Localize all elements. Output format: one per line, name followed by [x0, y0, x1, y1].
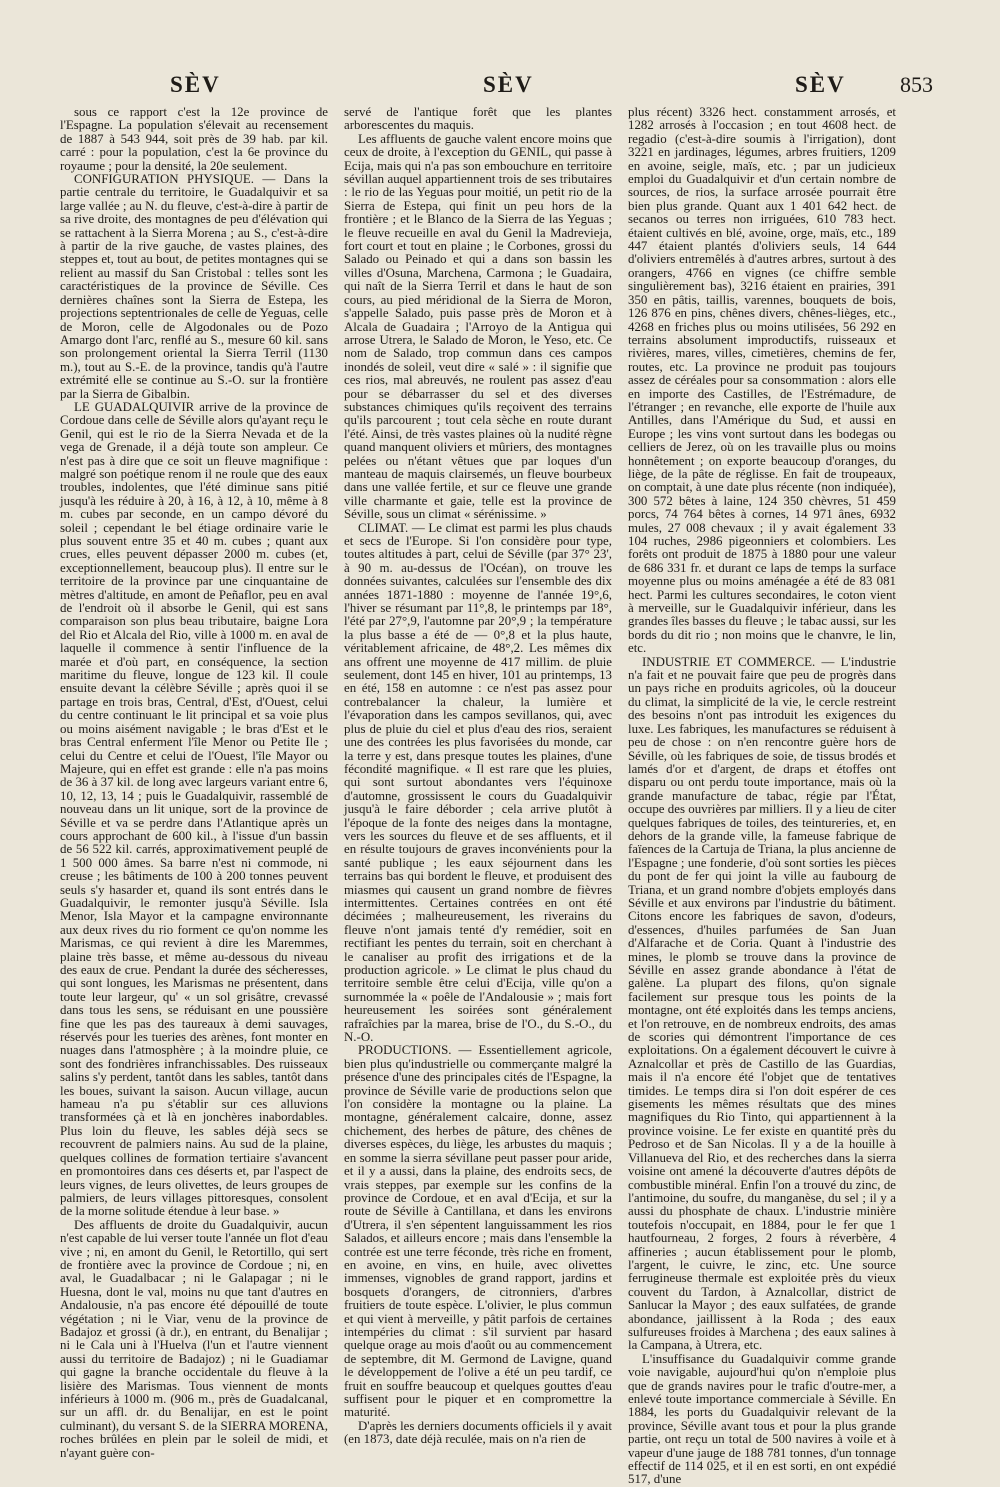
running-head-left: SÈV	[170, 72, 221, 97]
paragraph: Les affluents de gauche valent encore moins que ceux de droite, à l'exception du GENIL, qui passe à Ecija, mais qui n'a pas son embouchure en territoire sévillan auquel appartiennent trois de ses tributaires : le rio de las Yeguas pour moitié, un petit rio de la Sierra de Estepa, qui finit un peu hors de la frontière ; et le Blanco de la Sierra de las Yeguas ; le fleuve recueille en aval du Genil la Madrevieja, fort court et tout en plaine ; le Corbones, grossi du Salado ou Peinado et qui a dans son bassin les villes d'Osuna, Marchena, Carmona ; le Guadaira, qui naît de la Sierra Terril et dans le haut de son cours, au pied méridional de la Sierra de Moron, s'appelle Salado, puis passe près de Moron et à Alcala de Guadaira ; l'Arroyo de la Antigua qui arrose Utrera, le Salado de Moron, le Yeso, etc. Ce nom de Salado, trop commun dans ces campos inondés de soleil, veut dire « salé » : il signifie que ces rios, mal abreuvés, ne roulent pas assez d'eau pour se débarrasser du sel et des diverses substances chimiques qu'ils reçoivent des terrains qu'ils parcourent ; tout cela sèche en route durant l'été. Ainsi, de très vastes plaines où la nudité règne quand manquent oliviers et mûriers, des montagnes pelées ou n'étant vêtues que par loques d'un manteau de maquis clairsemés, un fleuve bourbeux dans une vallée fertile, et sur ce fleuve une grande ville charmante et gaie, telle est la province de Séville, sous un climat « sérénissime. »	[344, 131, 612, 522]
paragraph: CLIMAT. — Le climat est parmi les plus chauds et secs de l'Europe. Si l'on considère pour type, toutes altitudes à part, celui de Séville (par 37° 23', à 90 m. au-dessus de l'Océan), on trouve les données suivantes, calculées sur l'ensemble des dix années 1871-1880 : moyenne de l'année 19°,6, l'hiver se résumant par 11°,8, le printemps par 18°, l'été par 27°,9, l'automne par 20°,9 ; la température la plus basse a été de — 0°,8 et la plus haute, véritablement africaine, de 48°,2. Les mêmes dix ans offrent une moyenne de 417 millim. de pluie seulement, dont 145 en hiver, 101 au printemps, 13 en été, 158 en automne : ce n'est pas assez pour contrebalancer la chaleur, la lumière et l'évaporation dans les campos sevillanos, qui, avec plus de pluie du ciel et plus d'eau des rios, seraient une des contrées les plus favorisées du monde, car la terre y est, dans presque toutes les plaines, d'une fécondité magnifique. « Il est rare que les pluies, qui sont surtout abondantes vers l'équinoxe d'automne, grossissent le cours du Guadalquivir jusqu'à le faire déborder ; cela arrive plutôt à l'époque de la fonte des neiges dans la montagne, vers les sources du fleuve et de ses affluents, et il en résulte toujours de graves inconvénients pour la santé publique ; les eaux séjournent dans les terrains bas qui bordent le fleuve, et produisent des miasmes qui causent un grand nombre de fièvres intermittentes. Certaines contrées en ont été décimées ; malheureusement, les riverains du fleuve n'ont jamais tenté d'y remédier, soit en rectifiant les pentes du terrain, soit en cherchant à le canaliser au profit des irrigations et de la production agricole. » Le climat le plus chaud du territoire semble être celui d'Ecija, ville qu'on a surnommée la « poêle de l'Andalousie » ; mais fort heureusement les soirées sont généralement rafraîchies par la marea, brise de l'O., du S.-O., du N.-O.	[344, 520, 612, 1045]
paragraph: L'insuffisance du Guadalquivir comme grande voie navigable, aujourd'hui qu'on n'emploie plus que de grands navires pour le trafic d'outre-mer, a enlevé toute importance commerciale à Séville. En 1884, les ports du Guadalquivir relevant de la province, Séville avant tous et pour la plus grande partie, ont reçu un total de 500 navires à voile et à vapeur d'une jauge de 188 781 tonnes, d'un tonnage effectif de 114 025, et il en est sorti, en ont expédié 517, d'une	[628, 1351, 896, 1487]
paragraph: Des affluents de droite du Guadalquivir, aucun n'est capable de lui verser toute l'année un flot d'eau vive ; ni, en amont du Genil, le Retortillo, qui sert de frontière avec la province de Cordoue ; ni, en aval, le Guadalbacar ; ni le Galapagar ; ni le Huesna, dont le val, moins nu que tant d'autres en Andalousie, n'a pas encore été dépouillé de toute végétation ; ni le Viar, venu de la province de Badajoz et grossi (à dr.), en entrant, du Benalijar ; ni le Cala uni à l'Huelva (l'un et l'autre viennent aussi du territoire de Badajoz) ; ni le Guadiamar qui gagne la branche occidentale du fleuve à la lisière des Marismas. Tous viennent de monts inférieurs à 1000 m. (906 m., près de Guadalcanal, sur un affl. dr. du Benalijar, en est le point culminant), du versant S. de la SIERRA MORENA, roches brûlées en plein par le soleil de midi, et n'ayant guère con-	[60, 1217, 328, 1460]
text-column-1	[60, 105, 328, 1460]
text-column-3	[628, 105, 896, 1487]
paragraph: PRODUCTIONS. — Essentiellement agricole, bien plus qu'industrielle ou commerçante malgré la présence d'une des principales cités de l'Espagne, la province de Séville varie de productions selon que l'on considère la montagne ou la plaine. La montagne, généralement calcaire, donne, assez chichement, des herbes de pâture, des chênes de diverses espèces, du liège, les arbustes du maquis ; en somme la sierra sévillane peut passer pour aride, et il y a aussi, dans la plaine, des endroits secs, de vrais steppes, par exemple sur les confins de la province de Cordoue, et en aval d'Ecija, et sur la route de Séville à Cantillana, et dans les environs d'Utrera, il s'en sépentent languissamment les rios Salados, et ailleurs encore ; mais dans l'ensemble la contrée est une terre féconde, très riche en froment, en avoine, en vins, en huile, avec olivettes immenses, vignobles de grand rapport, jardins et bosquets d'orangers, de citronniers, d'arbres fruitiers de toute espèce. L'olivier, le plus commun et qui vient à merveille, y pâtit parfois de certaines intempéries du climat : s'il survient par hasard quelque orage au mois d'août ou au commencement de septembre, dit M. Germond de Lavigne, quand le développement de l'olive a été un peu tardif, ce fruit en souffre beaucoup et quelques gouttes d'eau suffisent pour le piquer et en compromettre la maturité.	[344, 1043, 612, 1420]
paragraph: D'après les derniers documents officiels il y avait (en 1873, date déjà reculée, mais on n'a rien de	[344, 1418, 612, 1447]
paragraph: servé de l'antique forêt que les plantes arborescentes du maquis.	[344, 105, 612, 133]
running-head-right: SÈV	[795, 72, 846, 97]
paragraph: sous ce rapport c'est la 12e province de l'Espagne. La population s'élevait au recensement de 1887 à 543 944, soit près de 39 hab. par kil. carré : pour la population, c'est la 6e province du royaume ; pour la densité, la 20e seulement.	[60, 105, 328, 173]
running-head-center: SÈV	[483, 72, 534, 97]
page-number: 853	[900, 72, 933, 97]
paragraph: INDUSTRIE ET COMMERCE. — L'industrie n'a fait et ne pouvait faire que peu de progrès dans un pays riche en produits agricoles, où la douceur du climat, la simplicité de la vie, le cercle restreint des besoins n'ont pas introduit les exigences du luxe. Les fabriques, les manufactures se réduisent à peu de chose : on n'en rencontre guère hors de Séville, où les fabriques de soie, de tissus brodés et lamés d'or et d'argent, de draps et étoffes ont disparu ou ont perdu toute importance, mais où la grande manufacture de tabac, régie par l'État, occupe des ouvrières par milliers. Il y a lieu de citer quelques fabriques de toiles, des teintureries, et, en dehors de la grande ville, la fameuse fabrique de faïences de la Cartuja de Triana, la plus ancienne de l'Espagne ; une fonderie, d'où sont sorties les pièces du pont de fer qui joint la ville au faubourg de Triana, et un grand nombre d'objets employés dans Séville et aux environs par l'industrie du bâtiment. Citons encore les fabriques de savon, d'odeurs, d'essences, d'huiles parfumées de San Juan d'Alfarache et de Coria. Quant à l'industrie des mines, le plomb se trouve dans la province de Séville en assez grande abondance à l'état de galène. La plupart des filons, qu'on signale facilement sur presque tous les points de la montagne, ont été exploités dans les temps anciens, et l'on retrouve, en de nombreux endroits, des amas de scories qui démontrent l'importance de ces exploitations. On a également découvert le cuivre à Aznalcollar et près de Castillo de las Guardias, mais il n'a encore été l'objet que de tentatives timides. Le temps dira si l'on doit espérer de ces gisements les mêmes résultats que des mines magnifiques du Rio Tinto, qui appartiennent à la province voisine. Le fer existe en quantité près du Pedroso et de San Nicolas. Il y a de la houille à Villanueva del Rio, et des recherches dans la sierra voisine ont amené la découverte d'autres dépôts de combustible minéral. Enfin l'on a trouvé du zinc, de l'antimoine, du soufre, du manganèse, du sel ; il y a aussi du phosphate de chaux. L'industrie minière toutefois n'occupait, en 1884, pour le fer que 1 hautfourneau, 2 forges, 2 fours à réverbère, 4 affineries ; aucun établissement pour le plomb, l'argent, le cuivre, le zinc, etc. Une source ferrugineuse thermale est exploitée près du vieux couvent du Tardon, à Aznalcollar, district de Sanlucar la Mayor ; des eaux sulfatées, de grande abondance, jaillissent à la Roda ; des eaux sulfureuses froides à Marchena ; des eaux salines à la Campana, à Utrera, etc.	[628, 654, 896, 1353]
text-column-2	[344, 105, 612, 1447]
paragraph: plus récent) 3326 hect. constamment arrosés, et 1282 arrosés à l'occasion ; en tout 4608 hect. de regadio (c'est-à-dire soumis à l'irrigation), dont 3221 en jardinages, légumes, arbres fruitiers, 1209 en avoine, seigle, maïs, etc. ; par un judicieux emploi du Guadalquivir et d'un certain nombre de sources, de rios, la surface arrosée pourrait être bien plus grande. Quant aux 1 401 642 hect. de secanos ou terres non irriguées, 610 783 hect. étaient cultivés en blé, avoine, orge, maïs, etc., 189 447 étaient plantés d'oliviers seuls, 14 644 d'oliviers entremêlés à d'autres arbres, surtout à des orangers, 4766 en vignes (ce chiffre semble singulièrement bas), 3216 étaient en prairies, 391 350 en pâtis, taillis, varennes, bouquets de bois, 126 876 en pins, chênes divers, chênes-lièges, etc., 4268 en friches plus ou moins utilisées, 56 292 en terrains absolument improductifs, ruisseaux et rivières, mares, villes, cimetières, chemins de fer, routes, etc. La province ne produit pas toujours assez de céréales pour sa consommation : alors elle en importe des Castilles, de l'Estrémadure, de l'étranger ; en revanche, elle exporte de l'huile aux Antilles, dans l'Amérique du Sud, et aussi en Europe ; les vins vont surtout dans les bodegas ou celliers de Jerez, où on les travaille plus ou moins honnêtement ; on exporte beaucoup d'oranges, du liège, de la pâte de réglisse. En fait de troupeaux, on comptait, à une date plus récente (non indiquée), 300 572 bêtes à laine, 124 350 chèvres, 51 459 porcs, 74 764 bêtes à cornes, 14 971 ânes, 6932 mules, 27 008 chevaux ; il y avait également 33 104 ruches, 2986 pigeonniers et colombiers. Les forêts ont produit de 1875 à 1880 pour une valeur de 686 331 fr. et durant ce laps de temps la surface moyenne plus ou moins aménagée a été de 83 081 hect. Parmi les cultures secondaires, le coton vient à merveille, sur le Guadalquivir inférieur, dans les grandes îles basses du fleuve ; le tabac aussi, sur les bords du dit rio ; non moins que le chanvre, le lin, etc.	[628, 105, 896, 656]
paragraph: LE GUADALQUIVIR arrive de la province de Cordoue dans celle de Séville alors qu'ayant reçu le Genil, qui est le rio de la Sierra Nevada et de la vega de Grenade, il a déjà toute son ampleur. Ce n'est pas à dire que ce soit un fleuve magnifique : malgré son poétique renom il ne roule que des eaux troubles, indolentes, que l'été diminue sans pitié jusqu'à les réduire à 20, à 16, à 12, à 10, même à 8 m. cubes par seconde, en un campo dévoré du soleil ; cependant le bel étiage ordinaire varie le plus souvent entre 35 et 40 m. cubes ; quant aux crues, elles peuvent dépasser 2000 m. cubes (et, exceptionnellement, beaucoup plus). Il entre sur le territoire de la province par une cinquantaine de mètres d'altitude, en amont de Peñaflor, peu en aval de l'endroit où il absorbe le Genil, qui est sans comparaison son plus beau tributaire, baigne Lora del Rio et Alcala del Rio, ville à 1000 m. en aval de laquelle il commence à sentir l'influence de la marée et d'où part, en conséquence, la section maritime du fleuve, longue de 123 kil. Il coule ensuite devant la célèbre Séville ; après quoi il se partage en trois bras, Central, d'Est, d'Ouest, celui du centre continuant le lit principal et sa voie plus ou moins aisément navigable ; le bras d'Est et le bras Central enferment l'île Menor ou Petite Ile ; celui du Centre et celui de l'Ouest, l'île Mayor ou Majeure, qui en effet est grande : elle n'a pas moins de 36 à 37 kil. de long avec largeurs variant entre 6, 10, 12, 13, 14 ; puis le Guadalquivir, rassemblé de nouveau dans un lit unique, sort de la province de Séville et va se perdre dans l'Atlantique après un cours approchant de 600 kil., à l'issue d'un bassin de 56 522 kil. carrés, approximativement peuplé de 1 500 000 âmes. Sa barre n'est ni commode, ni creuse ; les bâtiments de 100 à 200 tonnes peuvent seuls s'y hasarder et, quand ils sont entrés dans le Guadalquivir, le remonter jusqu'à Séville. Isla Menor, Isla Mayor et la campagne environnante aux deux rives du rio forment ce qu'on nomme les Marismas, ce qui revient à dire les Maremmes, plaine très basse, et même au-dessous du niveau des eaux de crue. Pendant la durée des sécheresses, qui sont longues, les Marismas ne présentent, dans toute leur largeur, qu' « un sol grisâtre, crevassé dans tous les sens, se réduisant en une poussière fine que les pas des taureaux à demi sauvages, réservés pour les tueries des arènes, font monter en nuages dans l'atmosphère ; à la moindre pluie, ce sont des fondrières infranchissables. Des ruisseaux salins s'y perdent, tantôt dans les sables, tantôt dans les boues, suivant la saison. Aucun village, aucun hameau n'a pu s'établir sur ces alluvions transformées çà et là en jonchères inabordables. Plus loin du fleuve, les sables déjà secs se recouvrent de palmiers nains. Au sud de la plaine, quelques collines de formation tertiaire s'avancent en promontoires dans ces déserts et, par l'aspect de leurs vignes, de leurs olivettes, de leurs groupes de palmiers, de leurs villages pittoresques, consolent de la morne solitude étendue à leur base. »	[60, 399, 328, 1219]
paragraph: CONFIGURATION PHYSIQUE. — Dans la partie centrale du territoire, le Guadalquivir et sa large vallée ; au N. du fleuve, c'est-à-dire à partir de sa rive droite, des montagnes de peu d'élévation qui se rattachent à la Sierra Morena ; au S., c'est-à-dire à partir de la rive gauche, de vastes plaines, des steppes et, tout au bout, de petites montagnes qui se relient au massif du San Cristobal : telles sont les caractéristiques de la province de Séville. Ces dernières chaînes sont la Sierra de Estepa, les projections septentrionales de celle de Yeguas, celle de Moron, celle de Algodonales ou de Pozo Amargo dont l'arc, renflé au S., mesure 60 kil. sans son prolongement oriental la Sierra Terril (1130 m.), tout au S.-E. de la province, tandis qu'à l'autre extrémité elle se continue au S.-O. sur la frontière par la Sierra de Gibalbin.	[60, 172, 328, 401]
